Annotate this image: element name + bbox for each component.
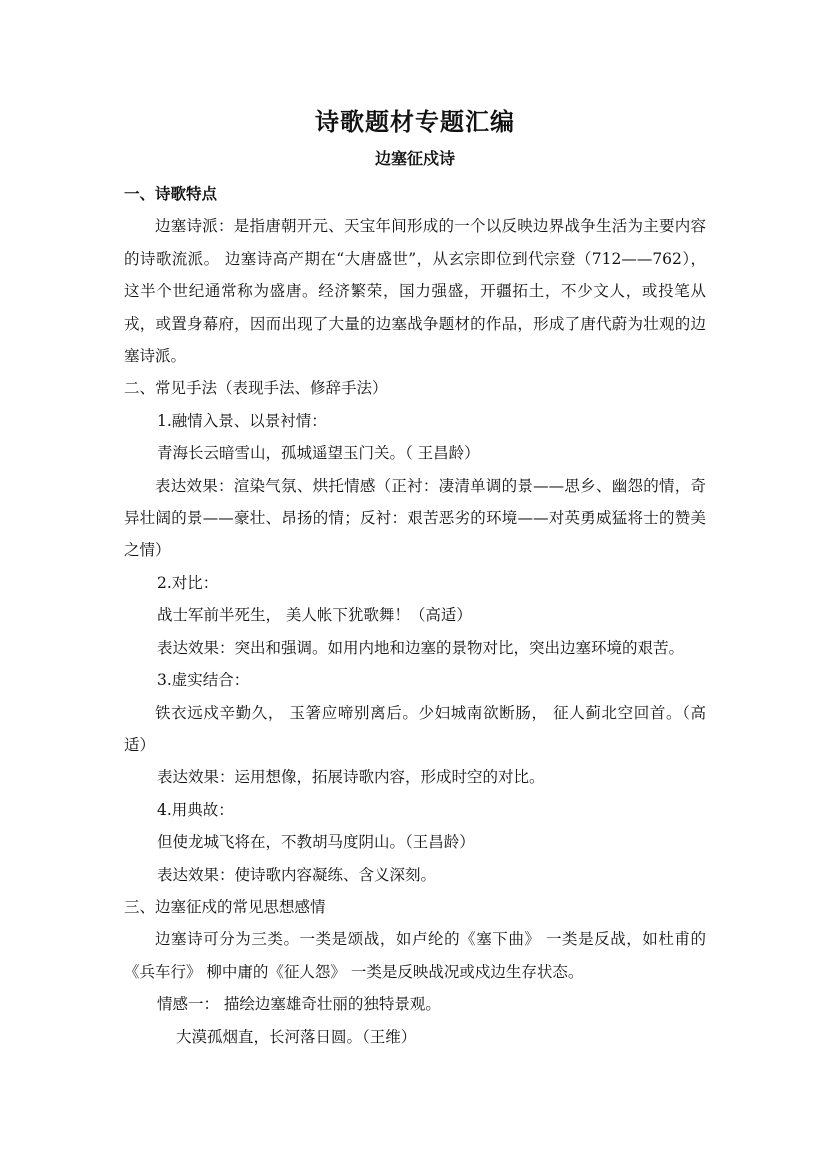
technique-4-effect: 表达效果：使诗歌内容凝练、含义深刻。	[157, 865, 437, 884]
section3-paragraph: 边塞诗可分为三类。一类是颂战，如卢纶的《塞下曲》 一类是反战，如杜甫的《兵车行》 柳中庸的《征人怨》 一类是反映战况或戍边生存状态。	[124, 930, 706, 981]
technique-1-example: 青海长云暗雪山，孤城遥望玉门关。（ 王昌龄）	[157, 444, 480, 463]
technique-3-example: 铁衣远戍辛勤久， 玉箸应啼别离后。少妇城南欲断肠， 征人蓟北空回首。（高适）	[124, 703, 706, 754]
emotion-1: 情感一： 描绘边塞雄奇壮丽的独特景观。	[157, 995, 441, 1014]
document-page	[124, 100, 706, 1053]
technique-1-label: 1.融情入景、以景衬情：	[157, 411, 327, 430]
technique-2-label: 2.对比：	[157, 573, 219, 592]
technique-2-effect: 表达效果：突出和强调。如用内地和边塞的景物对比，突出边塞环境的艰苦。	[157, 638, 685, 657]
section1-heading: 一、诗歌特点	[124, 184, 218, 203]
technique-3-effect: 表达效果：运用想像，拓展诗歌内容，形成时空的对比。	[157, 768, 545, 787]
emotion-1-example: 大漠孤烟直，长河落日圆。（王维）	[176, 1027, 417, 1046]
document-title: 诗歌题材专题汇编	[315, 107, 515, 136]
section1-paragraph: 边塞诗派：是指唐朝开元、天宝年间形成的一个以反映边界战争生活为主要内容的诗歌流派。 边塞诗高产期在“大唐盛世”，从玄宗即位到代宗登（712——762），这半个世纪通常称为盛唐。经济繁荣，国力强盛，开疆拓土，不少文人，或投笔从戎，或置身幕府，因而出现了大量的边塞战争题材的作品，形成了唐代蔚为壮观的边塞诗派。	[124, 217, 706, 366]
document-subtitle: 边塞征戍诗	[374, 149, 455, 168]
technique-2-example: 战士军前半死生， 美人帐下犹歌舞！（高适）	[157, 606, 472, 625]
technique-4-label: 4.用典故：	[157, 800, 234, 819]
technique-1-effect: 表达效果：渲染气氛、烘托情感（正衬：凄清单调的景——思乡、幽怨的情，奇异壮阔的景——豪壮、昂扬的情；反衬：艰苦恶劣的环境——对英勇威猛将士的赞美之情）	[124, 476, 706, 560]
technique-4-example: 但使龙城飞将在，不教胡马度阴山。（王昌龄）	[157, 833, 475, 852]
section3-heading: 三、边塞征戍的常见思想感情	[124, 897, 326, 916]
technique-3-label: 3.虚实结合：	[157, 671, 250, 690]
section2-heading: 二、常见手法（表现手法、修辞手法）	[124, 379, 388, 398]
